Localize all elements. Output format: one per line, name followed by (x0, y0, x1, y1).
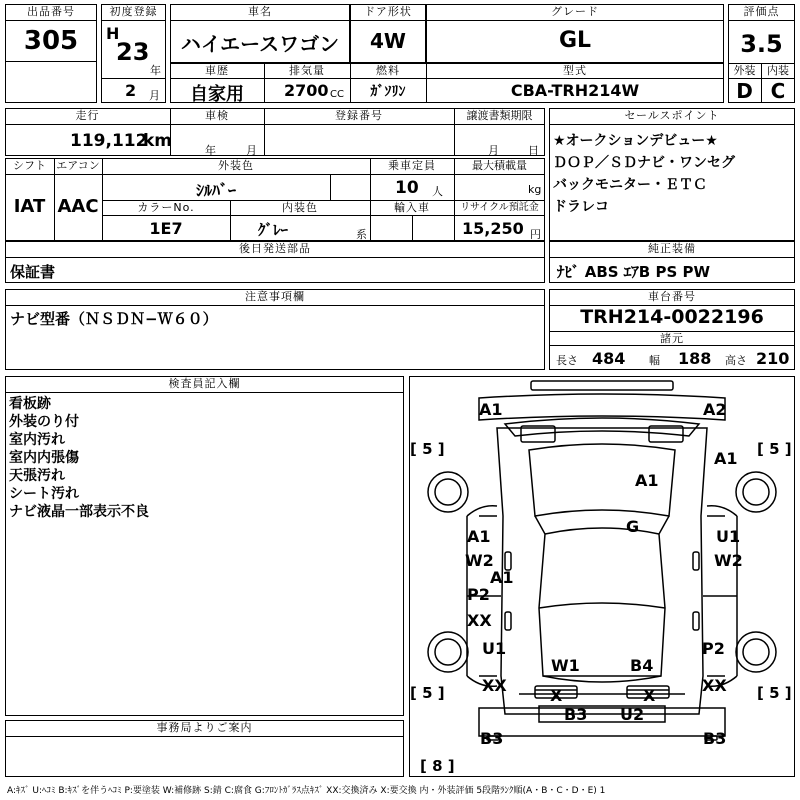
tire-rear-right: [ 5 ] (757, 684, 792, 702)
damage-mark: XX (467, 611, 492, 630)
damage-mark: B4 (630, 656, 654, 675)
damage-mark: P2 (702, 639, 725, 658)
registration-label: 登録番号 (335, 109, 383, 122)
damage-mark: W1 (551, 656, 580, 675)
damage-mark: A1 (479, 400, 503, 419)
damage-mark: XX (702, 676, 727, 695)
height-label: 高さ (725, 354, 747, 367)
recycle-label: リサイクル預託金 (460, 202, 539, 213)
capacity: 10 (395, 178, 419, 198)
inspector-note: 天張汚れ (9, 468, 65, 484)
sales-points-label: セールスポイント (624, 109, 720, 122)
spare-tire: [ 8 ] (420, 757, 455, 775)
color-label: 外装色 (218, 159, 254, 172)
length-label: 長さ (556, 354, 578, 367)
fuel: ｶﾞｿﾘﾝ (370, 84, 406, 100)
ac: AAC (57, 196, 99, 217)
transfer-label: 譲渡書類期限 (466, 109, 533, 122)
damage-mark: U1 (716, 527, 741, 546)
shift-label: シフト (13, 159, 46, 172)
fuel-label: 燃料 (376, 64, 400, 77)
interior-label: 内装 (767, 64, 789, 77)
damage-mark: G (626, 517, 640, 536)
era: H (106, 24, 120, 43)
color-no-label: カラーNo. (137, 201, 195, 214)
color-no: 1E7 (149, 219, 183, 238)
damage-mark: A1 (635, 471, 659, 490)
inspector-note: 室内汚れ (9, 432, 65, 448)
damage-mark: X (643, 686, 656, 705)
damage-mark: A1 (490, 568, 514, 587)
exterior-grade: D (736, 79, 753, 103)
width: 188 (678, 349, 712, 368)
inspector-note: 看板跡 (9, 396, 51, 412)
history-label: 車歴 (205, 64, 229, 77)
notes-label: 注意事項欄 (245, 290, 305, 303)
import-label: 輸入車 (394, 201, 430, 214)
tire-rear-left: [ 5 ] (410, 684, 445, 702)
displacement: 2700 (284, 81, 329, 100)
damage-mark: U2 (620, 705, 645, 724)
interior-color-label: 内装色 (282, 201, 318, 214)
interior-color-unit: 系 (356, 228, 367, 241)
exterior-label: 外装 (733, 64, 756, 77)
rating-label: 評価点 (743, 5, 780, 18)
sales-point: ★オークションデビュー★ (553, 133, 718, 149)
color: ｼﾙﾊﾞｰ (195, 181, 236, 200)
damage-mark: W2 (465, 551, 494, 570)
transfer-day-unit: 日 (528, 144, 539, 157)
later-parts: 保証書 (10, 263, 56, 281)
grade-label: グレード (551, 5, 599, 18)
car-outline (409, 376, 795, 777)
month: 2 (125, 81, 137, 100)
equipment-label: 純正装備 (648, 242, 696, 255)
tire-front-right: [ 5 ] (757, 440, 792, 458)
damage-mark: P2 (467, 585, 490, 604)
recycle-unit: 円 (530, 228, 541, 241)
damage-mark: U1 (482, 639, 507, 658)
damage-mark: X (550, 686, 563, 705)
inspection-label: 車検 (205, 109, 229, 122)
later-parts-label: 後日発送部品 (239, 242, 311, 255)
capacity-unit: 人 (432, 185, 443, 198)
legend: A:ｷｽﾞ U:ﾍｺﾐ B:ｷｽﾞを伴うﾍｺﾐ P:要塗装 W:補修跡 S:錆 C:腐食 G:ﾌﾛﾝﾄｶﾞﾗｽ点ｷｽﾞ XX:交換済み X:要交換 内・外装評価 5段階ﾗﾝｸ順(A・B・C・D・E) 1 (7, 786, 606, 796)
displacement-unit: CC (330, 89, 344, 100)
damage-mark: W2 (714, 551, 743, 570)
notes: ナビ型番（ＮＳＤＮ−Ｗ６０） (10, 310, 218, 328)
damage-mark: B3 (703, 729, 727, 748)
displacement-label: 排気量 (289, 64, 325, 77)
transfer-month-unit: 月 (488, 144, 499, 157)
mileage-label: 走行 (75, 109, 100, 122)
car-name-label: 車名 (248, 5, 272, 18)
load-unit: kg (528, 183, 542, 196)
sales-point: バックモニター・ＥＴＣ (553, 177, 707, 193)
interior-grade: C (770, 79, 786, 103)
damage-mark: B3 (480, 729, 504, 748)
tire-front-left: [ 5 ] (410, 440, 445, 458)
sales-point: ドラレコ (553, 199, 609, 215)
first-reg-label: 初度登録 (109, 5, 158, 18)
inspection-month-unit: 月 (246, 144, 257, 157)
sales-point: ＤＯＰ／ＳＤナビ・ワンセグ (553, 155, 735, 171)
year-unit: 年 (150, 64, 161, 77)
history: 自家用 (190, 84, 244, 105)
inspection-year-unit: 年 (205, 144, 216, 157)
grade: GL (558, 28, 592, 53)
inspector-note: 室内内張傷 (9, 450, 79, 466)
rating: 3.5 (740, 30, 783, 58)
door: 4W (370, 29, 406, 53)
damage-mark: A1 (467, 527, 491, 546)
shift: IAT (13, 196, 46, 217)
lot-number-label: 出品番号 (27, 5, 75, 18)
damage-mark: A1 (714, 449, 738, 468)
damage-mark: XX (482, 676, 507, 695)
damage-mark: A2 (703, 400, 727, 419)
chassis-label: 車台番号 (648, 290, 696, 303)
inspector-note: 外装のり付 (9, 414, 79, 430)
ac-label: エアコン (56, 159, 100, 172)
mileage: 119,112 (70, 131, 148, 151)
month-unit: 月 (149, 89, 160, 102)
inspector-note: ナビ液晶一部表示不良 (9, 504, 149, 520)
car-name: ハイエースワゴン (180, 32, 340, 56)
width-label: 幅 (649, 354, 660, 367)
office-label: 事務局よりご案内 (156, 721, 253, 734)
inspector-label: 検査員記入欄 (168, 377, 241, 390)
door-label: ドア形状 (364, 5, 412, 18)
chassis: TRH214-0022196 (580, 306, 764, 328)
equipment: ﾅﾋﾞ ABS ｴｱB PS PW (557, 263, 711, 281)
mileage-unit: km (143, 131, 173, 151)
load-label: 最大積載量 (472, 159, 527, 172)
dims-label: 諸元 (660, 332, 684, 345)
capacity-label: 乗車定員 (388, 159, 436, 172)
model: CBA-TRH214W (510, 81, 640, 100)
damage-mark: B3 (564, 705, 588, 724)
length: 484 (592, 349, 626, 368)
year: 23 (116, 38, 150, 66)
height: 210 (756, 349, 790, 368)
interior-color: ｸﾞﾚｰ (258, 221, 289, 239)
recycle: 15,250 (462, 219, 524, 238)
inspector-note: シート汚れ (9, 486, 79, 502)
model-label: 型式 (563, 64, 587, 77)
lot-number: 305 (23, 26, 79, 56)
